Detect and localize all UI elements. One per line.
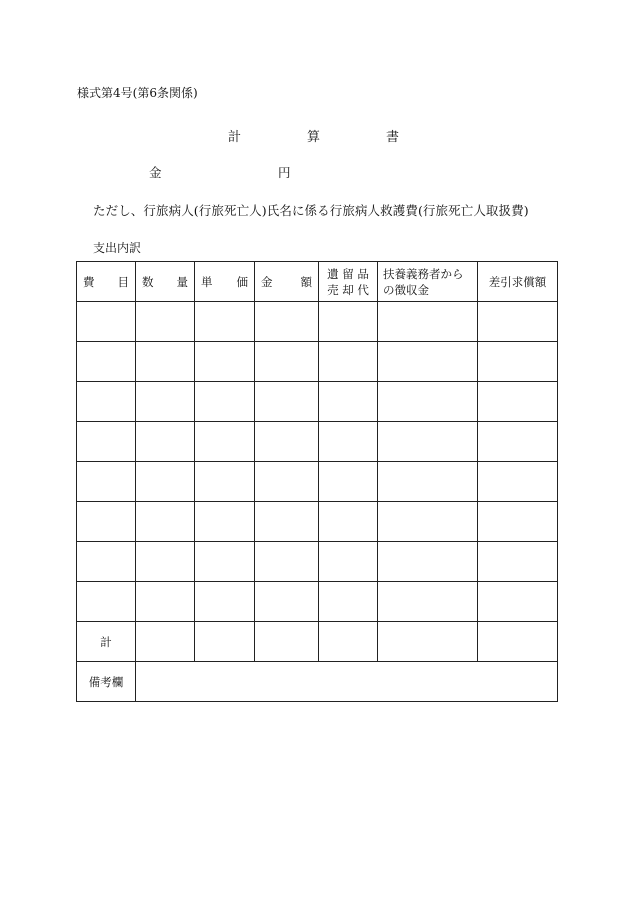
table-row [77,382,558,422]
table-cell[interactable] [255,502,319,542]
table-cell[interactable] [378,302,478,342]
table-cell[interactable] [478,582,558,622]
table-cell[interactable] [136,342,195,382]
form-number: 様式第4号(第6条関係) [77,86,198,100]
col-header-unit-price: 単 価 [195,262,255,302]
table-cell[interactable] [77,502,136,542]
table-cell[interactable] [319,382,378,422]
table-cell[interactable] [319,542,378,582]
table-cell[interactable] [378,542,478,582]
table-cell[interactable] [77,462,136,502]
table-cell[interactable] [255,582,319,622]
table-cell[interactable] [77,302,136,342]
table-cell[interactable] [319,582,378,622]
total-label: 計 [77,622,136,662]
title-char-1: 計 [228,130,242,145]
title-char-3: 書 [386,130,400,145]
total-cell[interactable] [478,622,558,662]
breakdown-label: 支出内訳 [93,241,142,255]
table-cell[interactable] [378,422,478,462]
col-header-relics-sale: 遺 留 品 売 却 代 [319,262,378,302]
total-cell[interactable] [136,622,195,662]
table-cell[interactable] [255,462,319,502]
remarks-field[interactable] [136,662,558,702]
table-cell[interactable] [77,382,136,422]
col-header-net-claim: 差引求償額 [478,262,558,302]
table-cell[interactable] [77,342,136,382]
total-row [77,622,558,662]
table-row [77,342,558,382]
table-row [77,542,558,582]
table-cell[interactable] [255,302,319,342]
table-cell[interactable] [136,582,195,622]
col-header-quantity: 数 量 [136,262,195,302]
total-cell[interactable] [378,622,478,662]
table-cell[interactable] [195,502,255,542]
table-cell[interactable] [319,462,378,502]
table-cell[interactable] [319,502,378,542]
total-cell[interactable] [319,622,378,662]
table-cell[interactable] [319,422,378,462]
title-char-2: 算 [307,130,321,145]
table-cell[interactable] [478,302,558,342]
table-cell[interactable] [136,382,195,422]
total-cell[interactable] [255,622,319,662]
table-cell[interactable] [255,342,319,382]
table-cell[interactable] [378,582,478,622]
table-cell[interactable] [478,462,558,502]
table-cell[interactable] [478,382,558,422]
table-cell[interactable] [77,422,136,462]
table-cell[interactable] [195,582,255,622]
col-header-item: 費 目 [77,262,136,302]
amount-label: 金 [149,165,162,180]
table-cell[interactable] [478,542,558,582]
table-row [77,302,558,342]
expense-table [76,261,558,702]
table-cell[interactable] [195,542,255,582]
table-cell[interactable] [255,542,319,582]
proviso-text: ただし、行旅病人(行旅死亡人)氏名に係る行旅病人救護費(行旅死亡人取扱費) [93,203,529,218]
table-cell[interactable] [378,382,478,422]
col-header-support-collection: 扶養義務者から の徴収金 [378,262,478,302]
table-cell[interactable] [255,382,319,422]
table-row [77,462,558,502]
table-cell[interactable] [195,342,255,382]
table-row [77,582,558,622]
table-cell[interactable] [195,302,255,342]
table-cell[interactable] [77,542,136,582]
table-cell[interactable] [195,422,255,462]
table-cell[interactable] [478,342,558,382]
table-cell[interactable] [136,422,195,462]
table-header-row [77,262,558,302]
table-cell[interactable] [478,502,558,542]
table-cell[interactable] [136,502,195,542]
table-cell[interactable] [378,502,478,542]
table-row [77,422,558,462]
total-cell[interactable] [195,622,255,662]
table-cell[interactable] [136,462,195,502]
remarks-label: 備考欄 [77,662,136,702]
table-cell[interactable] [136,302,195,342]
table-cell[interactable] [195,462,255,502]
table-cell[interactable] [319,302,378,342]
table-row [77,502,558,542]
col-header-amount: 金 額 [255,262,319,302]
remarks-row [77,662,558,702]
table-cell[interactable] [195,382,255,422]
table-cell[interactable] [319,342,378,382]
table-cell[interactable] [378,462,478,502]
table-cell[interactable] [378,342,478,382]
table-cell[interactable] [255,422,319,462]
blank-rows [77,302,558,622]
table-cell[interactable] [77,582,136,622]
table-cell[interactable] [478,422,558,462]
amount-unit: 円 [278,165,291,180]
table-cell[interactable] [136,542,195,582]
